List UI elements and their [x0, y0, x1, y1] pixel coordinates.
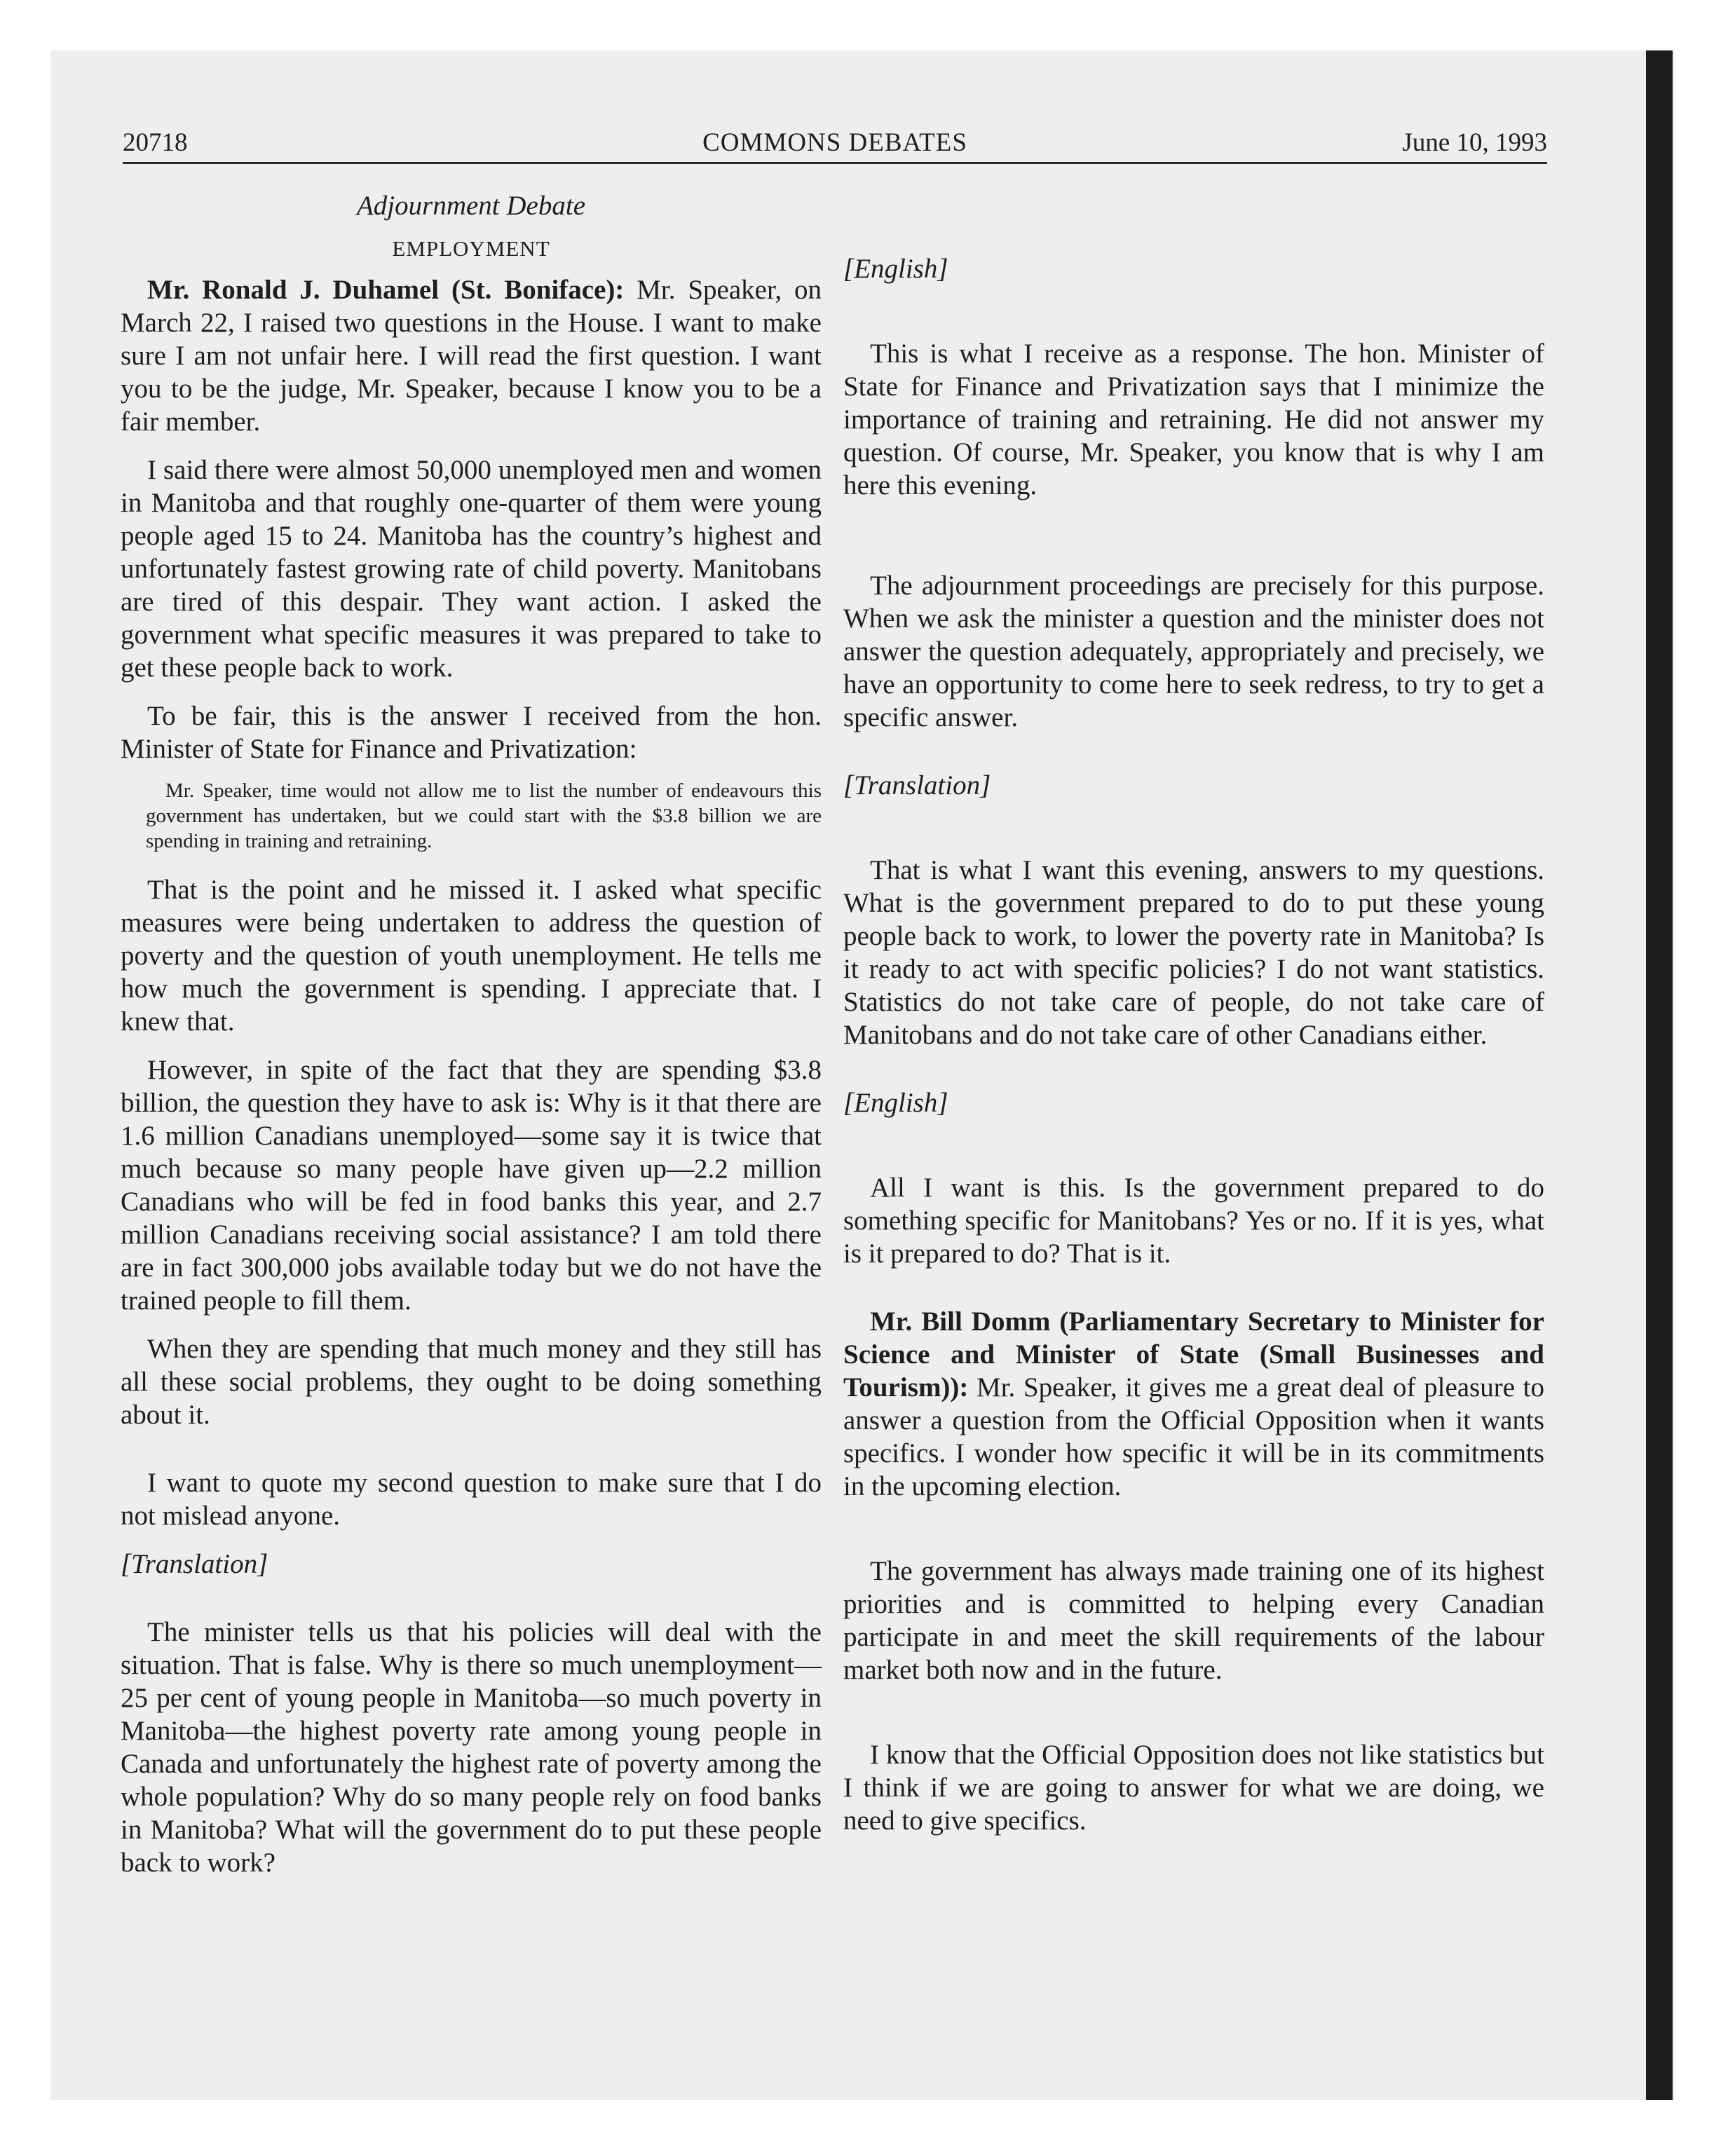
paragraph-text: Mr. Speaker, it gives me a great deal of pleasure to answer a question from the Official Opposition when it wants specifics. I wonder how specific it will be in its commitments in the upcoming election.: [843, 1372, 1544, 1501]
language-marker: [English]: [843, 1088, 948, 1118]
paragraph: All I want is this. Is the government prepared to do something specific for Manitobans? Yes or no. If it is yes, what is it prepared to do? That is it.: [843, 1173, 1544, 1269]
section-subtitle: EMPLOYMENT: [392, 236, 550, 261]
right-column: [843, 189, 1544, 1837]
paragraph: That is what I want this evening, answers to my questions. What is the government prepared to do to put these young people back to work, to lower the poverty rate in Manitoba? Is it ready to act with specific policies? I do not want statistics. Statistics do not take care of people, do not take care of Manitobans and do not take care of other Canadians either.: [843, 855, 1544, 1050]
language-marker: [English]: [843, 254, 948, 284]
paragraph: I want to quote my second question to make sure that I do not mislead anyone.: [121, 1468, 822, 1531]
language-marker: [Translation]: [121, 1549, 268, 1579]
header-rule: [123, 162, 1547, 164]
language-marker: [Translation]: [843, 770, 991, 800]
paragraph: The minister tells us that his policies will deal with the situation. That is false. Why is there so much unemployment—25 per cent of young people in Manitoba—so much poverty in Manitoba—the highest poverty rate among young people in Canada and unfortunately the highest rate of poverty among the whole population? Why do so many people rely on food banks in Manitoba? What will the government do to put these people back to work?: [121, 1617, 822, 1878]
speaker-name: Mr. Ronald J. Duhamel (St. Boniface):: [147, 275, 625, 305]
scanner-edge-shadow: [1646, 50, 1673, 2100]
section-title: Adjournment Debate: [356, 191, 585, 221]
left-column: [121, 189, 822, 1879]
paragraph: This is what I receive as a response. The hon. Minister of State for Finance and Privatization says that I minimize the importance of training and retraining. He did not answer my question. Of course, Mr. Speaker, you know that is why I am here this evening.: [843, 339, 1544, 500]
paragraph-text: Mr. Speaker, on March 22, I raised two questions in the House. I want to make sure I am not unfair here. I will read the first question. I want you to be the judge, Mr. Speaker, because I know you to be a fair member.: [121, 275, 822, 437]
paragraph: When they are spending that much money and they still has all these social problems, they ought to be doing something about it.: [121, 1334, 822, 1430]
paragraph: The government has always made training one of its highest priorities and is committed to helping every Canadian participate in and meet the skill requirements of the labour market both now and in the future.: [843, 1556, 1544, 1685]
journal-title: COMMONS DEBATES: [702, 128, 967, 157]
paragraph: [843, 1305, 1544, 1503]
paragraph: [121, 273, 822, 438]
paragraph: That is the point and he missed it. I asked what specific measures were being undertaken to address the question of poverty and the question of youth unemployment. He tells me how much the government is spending. I appreciate that. I knew that.: [121, 875, 822, 1037]
paragraph: I know that the Official Opposition does not like statistics but I think if we are going to answer for what we are doing, we need to give specifics.: [843, 1740, 1544, 1836]
page-number: 20718: [123, 128, 188, 157]
paragraph: To be fair, this is the answer I received from the hon. Minister of State for Finance and Privatization:: [121, 701, 822, 764]
block-quote: Mr. Speaker, time would not allow me to list the number of endeavours this government has undertaken, but we could start with the $3.8 billion we are spending in training and retraining.: [146, 779, 822, 852]
paragraph: I said there were almost 50,000 unemployed men and women in Manitoba and that roughly one-quarter of them were young people aged 15 to 24. Manitoba has the country’s highest and unfortunately fastest growing rate of child poverty. Manitobans are tired of this despair. They want action. I asked the government what specific measures it was prepared to take to get these people back to work.: [121, 455, 822, 683]
page-header: [123, 123, 1547, 164]
paragraph: However, in spite of the fact that they are spending $3.8 billion, the question they have to ask is: Why is it that there are 1.6 million Canadians unemployed—some say it is twice that much because so many people have given up—2.2 million Canadians who will be fed in food banks this year, and 2.7 million Canadians receiving social assistance? I am told there are in fact 300,000 jobs available today but we do not have the trained people to fill them.: [121, 1055, 822, 1316]
paragraph: The adjournment proceedings are precisely for this purpose. When we ask the minister a question and the minister does not answer the question adequately, appropriately and precisely, we have an opportunity to come here to seek redress, to try to get a specific answer.: [843, 571, 1544, 732]
page-date: June 10, 1993: [1402, 128, 1547, 157]
speaker-name: Mr. Bill Domm (Parliamentary Secretary to Minister for Science and Minister of State (Small Businesses and Tourism)):: [843, 1306, 1544, 1403]
